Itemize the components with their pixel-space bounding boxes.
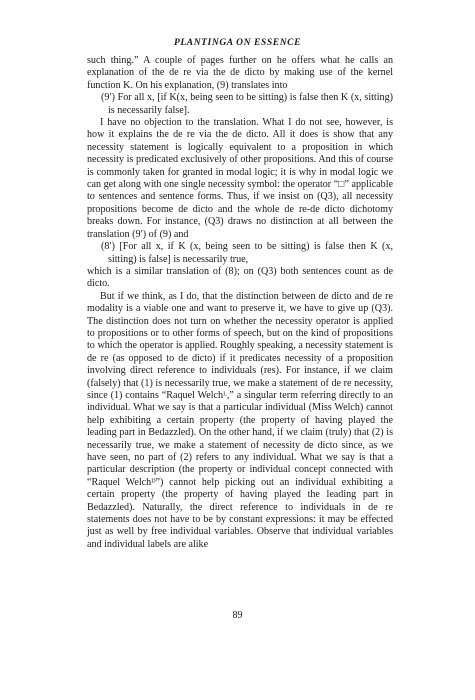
paragraph-1: such thing.” A couple of pages further on he offers what he calls an explanation of the de re via the de dicto by making use of the kernel function K. On his explanation, (9) translates into [87,55,393,91]
formula-9-prime: (9′) For all x, [if K(x, being seen to be sitting) is false then K (x, sitting) is necessarily false]. [101,92,393,116]
page-number: 89 [232,610,243,621]
paragraph-4: But if we think, as I do, that the distinction between de dicto and de re modality is a viable one and want to preserve it, we have to give up (Q3). The distinction does not turn on whether the necessity operator is applied to propositions or to other forms of speech, but on the kind of propositions to which the operator is applied. Roughly speaking, a necessity statement is de re (as opposed to de dicto) if it predicates necessity of a proposition involving direct reference to individuals (res). For instance, if we claim (falsely) that (1) is necessarily true, we make a statement of de re necessity, since (1) contains “Raquel Welchᴸ,” a singular term referring directly to an individual. What we say is that a particular individual (Miss Welch) cannot help exhibiting a certain property (the property of having played the leading part in Bedazzled). On the other hand, if we claim (truly) that (2) is necessarily true, we make a statement of necessity de dicto since, as we have seen, no part of (2) refers to any individual. What we say is that a particular description (the property or individual concept connected with “Raquel Welchᴰ”) cannot help picking out an individual exhibiting a certain property (the property of having played the leading part in Bedazzled). Naturally, the direct reference to individuals in de re statements does not have to be by constant expressions: it may be effected just as well by free individual variables. Observe that individual variables and individual labels are alike [87,290,393,550]
body-text [87,55,393,551]
running-head: PLANTINGA ON ESSENCE [173,38,302,48]
formula-8-prime: (8′) [For all x, if K (x, being seen to be sitting) is false then K (x, sitting) is false] is necessarily true, [101,241,393,265]
paragraph-2: I have no objection to the translation. What I do not see, however, is how it explains the de re via the de dicto. All it does is show that any necessity statement is logically equivalent to a proposition in which necessity is predicated exclusively of other propositions. And this of course is commonly taken for granted in modal logic; it is why in modal logic we can get along with one single necessity symbol: the operator “□” applicable to sentences and sentence forms. Thus, if we insist on (Q3), all necessity propositions become de dicto and the whole de re-de dicto dichotomy breaks down. For instance, (Q3) draws no distinction at all between the translation (9′) of (9) and [87,117,393,240]
paragraph-3: which is a similar translation of (8); on (Q3) both sentences count as de dicto. [87,265,393,290]
